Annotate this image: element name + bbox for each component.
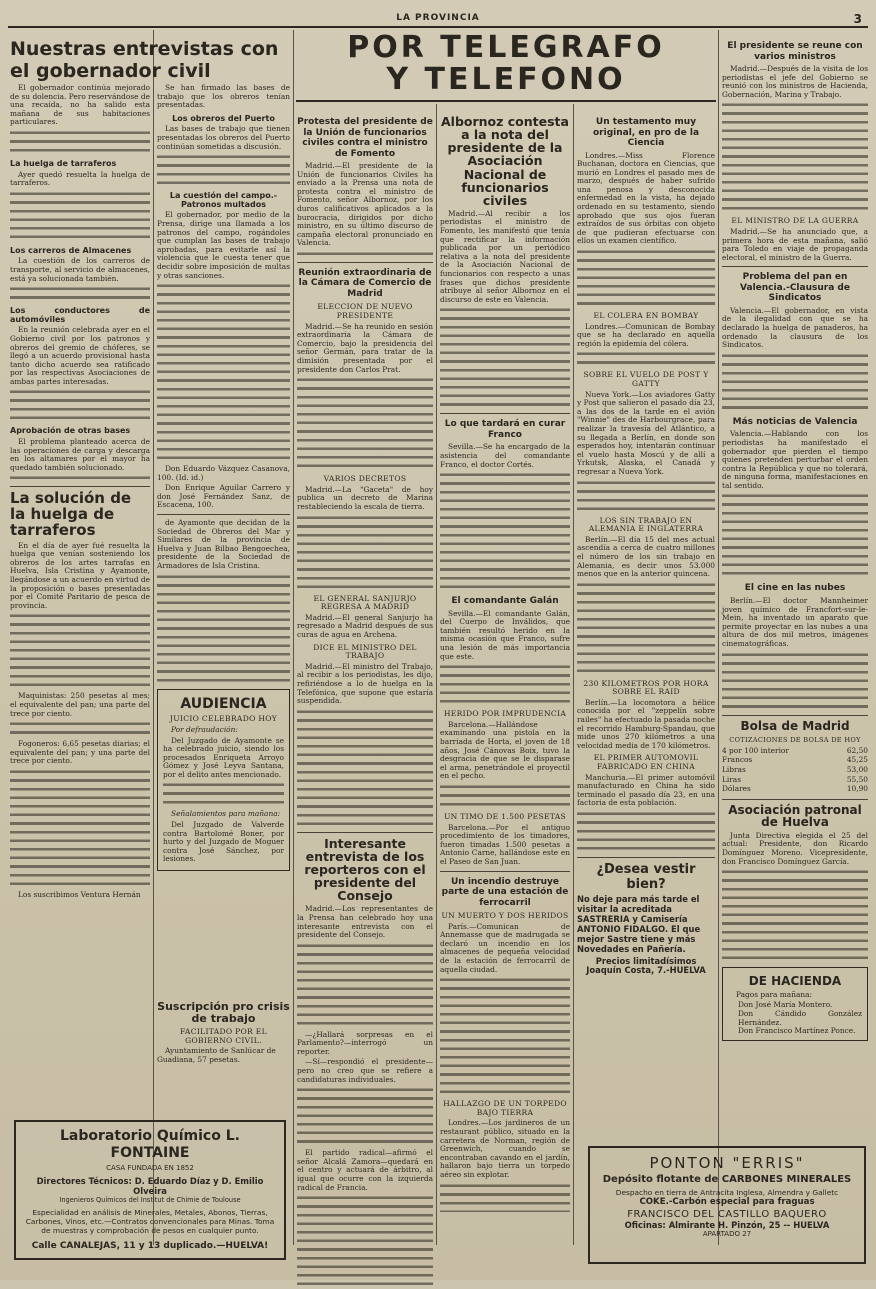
bolsa-value: 55,50 (846, 774, 868, 784)
ad-laboratorio-body: Especialidad en análisis de Minerales, Metales, Abonos, Tierras, Carbones, Vinos, etc.—Contratos convencionales para Minas. Toma de muestras y comprobación de pesos en cualquier punto. (25, 1208, 275, 1235)
hacienda-item: Don Francisco Martínez Ponce. (738, 1026, 856, 1036)
ad-ponton-apartado: APARTADO 27 (702, 1230, 752, 1238)
headline-noticias: Más noticias de Valencia (732, 416, 858, 427)
bolsa-value: 45,25 (846, 755, 868, 765)
subhead: Los carreros de Almacenes (10, 245, 132, 255)
hacienda-title: DE HACIENDA (748, 974, 842, 989)
caption: HALLAZGO DE UN TORPEDO BAJO TIERRA (443, 1099, 567, 1117)
article-text: Madrid.—El presidente de la Unión de funcionarios Civiles ha enviado a la Prensa una nota de protesta contra el ministro de Fomento, señor Albornoz, por los duros calificativos aplicados a la burocracia, dirigidos por dicho ministro, en su último discurso de campaña electoral pronunciado en Valencia. (297, 161, 433, 248)
headline-protesta: Protesta del presidente de la Unión de funcionarios civiles contra el ministro de Fomento (297, 117, 433, 159)
bolsa-value: 10,90 (846, 784, 868, 794)
headline-solucion: La solución de la huelga de tarraferos (10, 489, 132, 539)
article-text: Sevilla.—Se ha encargado de la asistencia del comandante Franco, el doctor Cortés. (440, 442, 570, 469)
bolsa-value: 53,00 (846, 764, 868, 774)
ad-ponton (588, 1146, 866, 1264)
article-text: —Sí—respondió el presidente—pero no creo que se refiere a candidaturas individuales. (297, 1057, 433, 1084)
ad-ponton-subtitle: Depósito flotante de CARBONES MINERALES (602, 1174, 852, 1185)
caption: EL COLERA EN BOMBAY (593, 311, 699, 321)
signature-line: Los suscribimos Ventura Hernán (18, 890, 141, 899)
headline-incendio: Un incendio destruye parte de una estación de ferrocarril (441, 876, 569, 908)
bolsa-label: 4 por 100 interior (722, 745, 789, 755)
article-text: El gobernador continúa mejorado de su dolencia. Pero reservándose de una recaída, no ha salido esta mañana de sus habitaciones particulares. (10, 83, 150, 127)
article-text: Don Enrique Aguilar Carrero y don José Fernández Sanz, de Escacena, 100. (157, 483, 290, 510)
article-text: Junta Directiva elegida el 25 del actual: Presidente, don Ricardo Domínguez Moreno. Vicepresidente, don Francisco Domínguez García. (722, 830, 868, 866)
article-text: Sevilla.—El comandante Galán, del Cuerpo de Inválidos, que también resultó herido en la misma ocasión que Franco, sufre una lesión de más importancia que este. (440, 608, 570, 661)
article-text: La cuestión de los carreros de transporte, al servicio de almacenes, está ya solucionada también. (10, 256, 150, 283)
article-text: Londres.—Miss Florence Buchanan, doctora en Ciencias, que murió en Londres el pasado mes de marzo, después de haber sufrido una penosa y desconocida enfermedad en la vista, ha dejado ordenado en su testamento, siendo aprobado que sus ojos fueran extraídos de sus órbitas con objeto de que pudieran efectuarse con ellos un examen científico. (577, 150, 715, 246)
article-text: Madrid.—Después de la visita de los periodistas el jefe del Gobierno se reunió con los ministros de Hacienda, Gobernación, Marina y Trabajo. (722, 64, 868, 99)
article-text: París.—Comunican de Annemasse que de madrugada se declaró un incendio en los almacenes de pequeña velocidad de la estación de ferrocarril de aquella ciudad. (440, 921, 570, 974)
article-text: Señalamientos para mañana: (171, 809, 281, 819)
article-text: Valencia.—El gobernador, en vista de la ilegalidad con que se ha declarado la huelga de panaderos, ha ordenado la clausura de los Sindicatos. (722, 305, 868, 350)
article-text: El partido radical—afirmó el señor Alcalá Zamora—quedará en el centro y actuará de árbitro, al igual que ocurre con la izquierda radical de Francia. (297, 1148, 433, 1192)
ad-ponton-title: PONTON "ERRIS" (649, 1154, 805, 1172)
article-text: Por defraudación: (171, 724, 238, 734)
ad-laboratorio-title: Laboratorio Químico L. FONTAINE (60, 1128, 240, 1161)
article-text: Londres.—Los jardineros de un restaurant público, situado en la carretera de Norman, región de Greenwich, cuando se encontraban cavando en el jardín, hallaron bajo tierra un torpedo aéreo sin explotar. (440, 1118, 570, 1179)
article-text: Berlín.—El doctor Mannheimer joven químico de Francfort-sur-le-Mein, ha inventado un aparato que permite proyectar en las nubes a una altura de dos mil metros, imágenes cinematográficas. (722, 595, 868, 648)
article-text: de Ayamonte que decidan de la Sociedad de Obreros del Mar y Similares de la provincia de Huelva y Juan Bilbao Bengoechea, presidente de la Sociedad de Armadores de Isla Cristina. (157, 518, 290, 571)
caption: ELECCION DE NUEVO PRESIDENTE (317, 302, 413, 321)
article-text: Madrid.—El general Sanjurjo ha regresado a Madrid después de sus curas de agua en Archena. (297, 612, 433, 639)
ad-sastreria-prices: Precios limitadísimos (595, 956, 697, 966)
column-4 (440, 112, 570, 1242)
article-text: El gobernador, por medio de la Prensa, dirige una llamada a los patronos del campo, rogándoles que cumplan las bases de trabajo aprobadas, para evitarle así la violencia que le cuesta tener que decidir sobre imposición de multas y otras sanciones. (157, 210, 290, 280)
article-text: Londres.—Comunican de Bombay que se ha declarado en aquella región la epidemia del cólera. (577, 321, 715, 348)
headline-pan: Problema del pan en Valencia.-Clausura de Sindicatos (740, 272, 850, 304)
hacienda-box (722, 967, 868, 1041)
column-1 (10, 83, 150, 899)
article-text: Barcelona.—Hallándose examinando una pistola en la barriada de Horta, el joven de 18 años, José Cánovas Boix, tuvo la desgracia de que se le disparase el arma, penetrándole el proyectil en el pecho. (440, 719, 570, 781)
ad-ponton-coke: COKE.-Carbón especial para fraguas (639, 1197, 815, 1207)
article-text: Las bases de trabajo que tienen presentadas los obreros del Puerto continúan sometidas a discusión. (157, 124, 290, 151)
subhead: Los conductores de automóviles (10, 306, 150, 324)
ad-ponton-owner: FRANCISCO DEL CASTILLO BAQUERO (627, 1209, 827, 1220)
article-text: Barcelona.—Por el antiguo procedimiento de los timadores, fueron timadas 1.500 pesetas a Antonio Carne, hallándose este en el Paseo de San Juan. (440, 822, 570, 866)
caption: VARIOS DECRETOS (323, 474, 407, 484)
column-2 (157, 83, 290, 864)
caption: 230 KILOMETROS POR HORA SOBRE EL RAID (583, 678, 709, 697)
article-text: Madrid.—La "Gaceta" de hoy publica un decreto de Marina restableciendo la escala de tierra. (297, 484, 433, 511)
ad-sastreria-address: Joaquín Costa, 7.-HUELVA (586, 964, 706, 975)
ad-laboratorio-address: Calle CANALEJAS, 11 y 13 duplicado.—HUELVA! (31, 1241, 269, 1251)
article-text: Madrid.—Los representantes de la Prensa han celebrado hoy una interesante entrevista con el presidente del Consejo. (297, 904, 433, 940)
article-text: Madrid.—Se ha reunido en sesión extraordinaria la Cámara de Comercio, bajo la presidencia del señor Germán, para tratar de la dimisión presentada por el presidente don Carlos Prat. (297, 321, 433, 374)
subhead: La cuestión del campo.-Patronos multados (169, 191, 278, 209)
caption: EL MINISTRO DE LA GUERRA (731, 216, 859, 226)
headline-cine: El cine en las nubes (744, 583, 846, 594)
article-text: Se han firmado las bases de trabajo que los obreros tenían presentadas. (157, 83, 290, 110)
ad-ponton-address: Oficinas: Almirante H. Pinzón, 25 -- HUELVA (624, 1220, 830, 1230)
suscripcion-title: Suscripción pro crisis de trabajo (157, 1000, 290, 1025)
caption: DICE EL MINISTRO DEL TRABAJO (313, 642, 417, 661)
caption: HERIDO POR IMPRUDENCIA (443, 709, 567, 719)
subhead: Aprobación de otras bases (10, 426, 131, 436)
ad-sastreria-text: No deje para más tarde el visitar la acreditada SASTRERIA y Camisería ANTONIO FIDALGO. El que mejor Sastre tiene y más Novedades en Pañería. (577, 894, 701, 954)
caption: UN TIMO DE 1.500 PESETAS (443, 812, 567, 821)
article-text: Manchuria.—El primer automóvil manufacturado en China ha sido terminado el pasado día 23, en una factoria de esta población. (577, 772, 715, 808)
banner (296, 32, 716, 102)
banner-line-1: POR TELEGRAFO (347, 30, 665, 65)
column-6 (722, 36, 868, 1246)
caption: SOBRE EL VUELO DE POST Y GATTY (583, 370, 709, 388)
bolsa-header: COTIZACIONES DE BOLSA DE HOY (729, 736, 861, 745)
article-text: Madrid.—Al recibir a los periodistas el ministro de Fomento, les manifestó que tenía que rectificar la información publicada por un periódico relativa a la nota del presidente de la Asociación Nacional de funcionarios con respecto a unas frases que dichos presidente atribuye al señor Albornoz en el discurso de este en Valencia. (440, 208, 570, 304)
article-text: En la reunión celebrada ayer en el Gobierno civil por los patronos y obreros del gremio de chóferes, se llegó a un acuerdo provisional hasta tanto dicho acuerdo sea ratificado por las respectivas Asociaciones de ambas partes interesadas. (10, 325, 150, 386)
article-text: Don Eduardo Vázquez Casanova, 100. (Id. id.) (157, 464, 290, 482)
ad-laboratorio (14, 1120, 286, 1260)
suscripcion-subtitle: FACILITADO POR EL GOBIERNO CIVIL. (180, 1027, 267, 1045)
ad-ponton-body: Despacho en tierra de Antracita Inglesa, Almendra y Galletc (615, 1188, 839, 1197)
asociacion-title: Asociación patronal de Huelva (728, 802, 862, 830)
article-text: Berlín.—La locomotora a hélice conocida por el "zeppelín sobre railes" ha efectuado la pasada noche el recorrido Hamburg-Spandau, que mide unos 270 kilómetros a una velocidad media de 170 kilómetros. (577, 697, 715, 750)
column-rule (293, 30, 294, 1245)
article-text: Madrid.—Se ha anunciado que, a primera hora de esta mañana, salió para Toledo en viaje de propaganda electoral, el ministro de la Guerra. (722, 226, 868, 262)
article-text: En el día de ayer fué resuelta la huelga que venían sosteniendo los obreros de los artes tarrafas en Huelva, Isla Cristina y Ayamonte, llegándose a un acuerdo en virtud de la proposición o bases presentadas por el Comité Paritario de pesca de provincia. (10, 540, 150, 610)
headline-albornoz: Albornoz contesta a la nota del presidente de la Asociación Nacional de funcionarios civiles (441, 114, 569, 208)
ad-sastreria (577, 862, 715, 974)
article-text: Nueva York.—Los aviadores Gatty y Post que salieron el pasado día 23, a las dos de la tarde en el avión "Winnie" des de Harbourgrace, para realizar la travesía del Atlántico, a su llegada a Berlín, en donde son esperados hoy, intentarán continuar el vuelo hasta Moscú y de allí a Yrkutsk, Alaska, el Canadá y regresar a Nueva York. (577, 389, 715, 476)
article-text: Maquinistas: 250 pesetas al mes; el equivalente del pan; una parte del trece por ciento. (10, 691, 150, 718)
ad-sastreria-title: ¿Desea vestir bien? (596, 862, 696, 892)
bolsa-value: 62,50 (846, 745, 868, 755)
bolsa-title: Bolsa de Madrid (740, 718, 850, 733)
column-5 (577, 112, 715, 1242)
headline-reunion: Reunión extraordinaria de la Cámara de Comercio de Madrid (298, 267, 432, 299)
column-rule (718, 30, 719, 1245)
column-rule (153, 30, 154, 1245)
headline-entrevista-consejo: Interesante entrevista de los reporteros con el presidente del Consejo (304, 835, 426, 904)
article-text: Valencia.—Hablando con los periodistas ha manifestado el gobernador que pierden el tiempo quienes pretenden perturbar el orden contra la República y que no tolerará, de ninguna forma, manifestaciones en tal sentido. (722, 429, 868, 490)
audiencia-subtitle: JUICIO CELEBRADO HOY (169, 714, 278, 724)
ad-laboratorio-directors: Directores Técnicos: D. Eduardo Díaz y D. Emilio Olveira (36, 1176, 264, 1196)
bolsa-label: Liras (722, 774, 742, 784)
headline-entrevistas: Nuestras entrevistas con el gobernador civil (10, 38, 279, 82)
table-row (722, 785, 868, 795)
article-text: Ayuntamiento de Sanlúcar de Guadiana, 57 pesetas. (157, 1046, 276, 1064)
page-number: 3 (853, 12, 862, 26)
caption: EL PRIMER AUTOMOVIL FABRICADO EN CHINA (593, 753, 699, 772)
caption: UN MUERTO Y DOS HERIDOS (441, 911, 569, 921)
masthead-title: LA PROVINCIA (396, 13, 480, 23)
article-text: Berlín.—El día 15 del mes actual ascendía a cerca de cuatro millones el número de los sin trabajo en Alemania, es decir unos 53.000 menos que en la anterior quincena. (577, 534, 715, 579)
banner-line-2: Y TELEFONO (386, 62, 626, 97)
headline-galan: El comandante Galán (451, 596, 559, 607)
article-text: Fogoneros: 6,65 pesetas diarias; el equivalente del pan; y una parte del trece por ciento. (10, 739, 150, 766)
bolsa-label: Dólares (722, 784, 751, 794)
article-text: Del Juzgado de Ayamonte se ha celebrado juicio, siendo los procesados Enriqueta Arroyo Gómez y José Leyva Santana, por el delito antes mencionado. (163, 735, 284, 779)
bolsa-table (722, 747, 868, 795)
article-text: Pagos para mañana: (736, 989, 813, 999)
article-text: Del Juzgado de Valverde contra Bartolomé Boner, por hurto y del Juzgado de Moguer contra José Sánchez, por lesiones. (163, 820, 284, 864)
column-rule (436, 104, 437, 1245)
article-text: Ayer quedó resuelta la huelga de tarraferos. (10, 169, 150, 188)
column-rule (573, 104, 574, 1245)
headline-franco: Lo que tardará en curar Franco (444, 419, 566, 440)
article-text: —¿Hallará sorpresas en el Parlamento?—interrogó un reporter. (297, 1029, 433, 1056)
caption: LOS SIN TRABAJO EN ALEMANIA E INGLATERRA (588, 515, 704, 534)
subhead: La huelga de tarraferos (10, 158, 117, 168)
ad-laboratorio-directors-sub: Ingenieros Químicos del Institut de Chimie de Toulouse (59, 1196, 241, 1204)
bolsa-label: Francos (722, 755, 753, 765)
column-3 (297, 112, 433, 1242)
hacienda-item: Don José María Montero. (738, 1000, 833, 1010)
ad-laboratorio-founded: CASA FUNDADA EN 1852 (106, 1164, 194, 1172)
subhead: Los obreros del Puerto (172, 113, 275, 123)
bolsa-label: Libras (722, 764, 746, 774)
suscripcion-box (157, 998, 290, 1066)
audiencia-box (157, 689, 290, 871)
headline-presidente: El presidente se reune con varios ministros (727, 41, 863, 62)
audiencia-title: AUDIENCIA (180, 695, 267, 712)
masthead-rule (8, 26, 868, 28)
article-text: El problema planteado acerca de las operaciones de carga y descarga en los altamares por el mayor ha quedado también solucionado. (10, 437, 150, 472)
hacienda-item: Don Cándido González Hernández. (738, 1009, 862, 1027)
headline-testamento: Un testamento muy original, en pro de la Ciencia (592, 117, 700, 148)
caption: EL GENERAL SANJURJO REGRESA A MADRID (313, 593, 417, 612)
article-text: Madrid.—El ministro del Trabajo, al recibir a los periodistas, les dijo, refiriéndose a lo de huelga en la Telefónica, que supone que estaría suspendida. (297, 661, 433, 706)
